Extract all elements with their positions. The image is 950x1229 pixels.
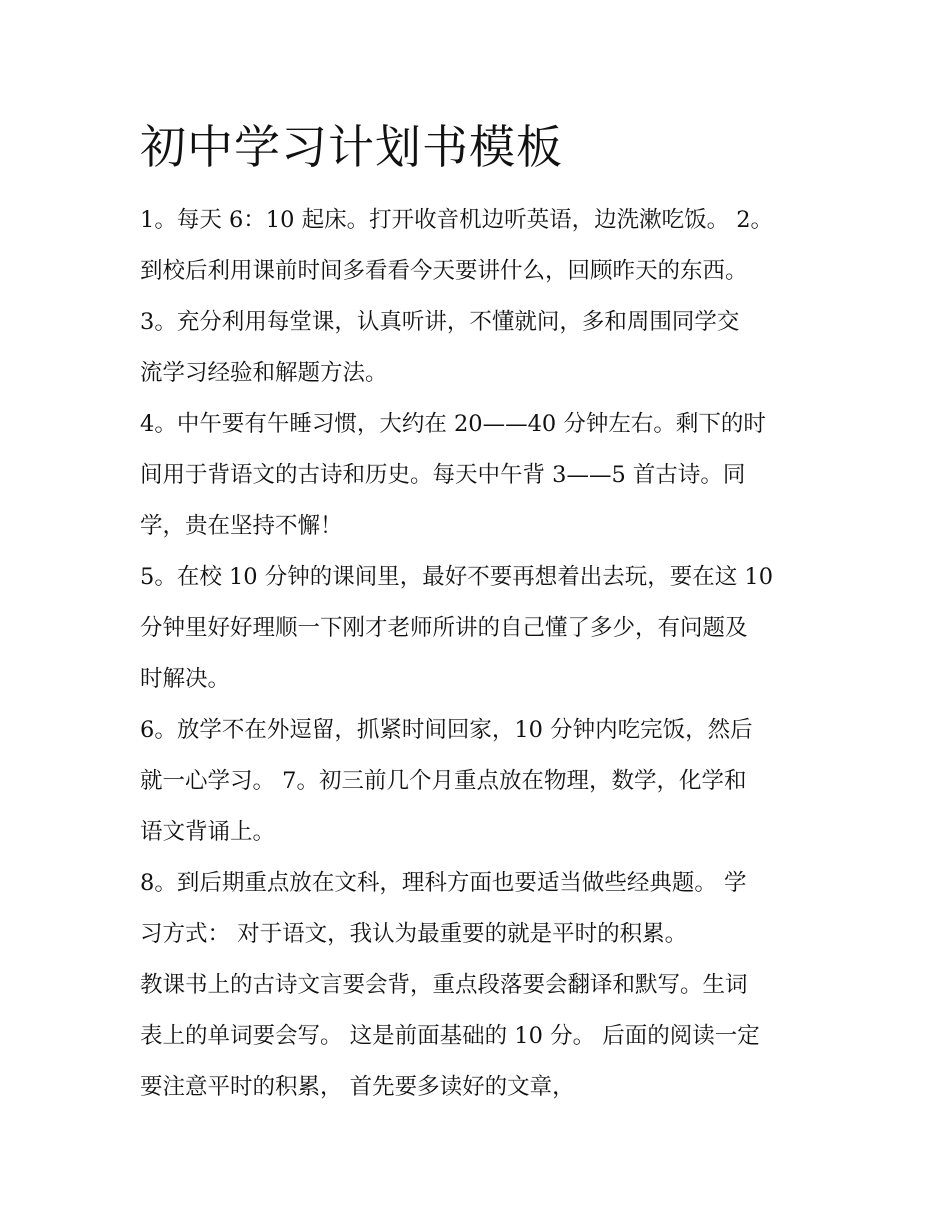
text-line: 语文背诵上。 [140,819,276,845]
text-line: 8。到后期重点放在文科，理科方面也要适当做些经典题。 学 [140,870,747,896]
text-line: 表上的单词要会写。 这是前面基础的 10 分。 后面的阅读一定 [140,1023,760,1049]
text-line: 就一心学习。 7。初三前几个月重点放在物理，数学，化学和 [140,768,747,794]
text-line: 教课书上的古诗文言要会背，重点段落要会翻译和默写。生词 [140,972,748,998]
text-line: 时解决。 [140,666,231,692]
text-line: 流学习经验和解题方法。 [140,360,388,386]
text-line: 学，贵在坚持不懈！ [140,513,343,539]
text-line: 习方式： 对于语文，我认为最重要的就是平时的积累。 [140,921,688,947]
page-title: 初中学习计划书模板 [140,120,563,174]
document-body [140,195,830,1113]
text-line: 5。在校 10 分钟的课间里，最好不要再想着出去玩，要在这 10 [140,564,774,590]
text-line: 3。充分利用每堂课，认真听讲，不懂就问，多和周围同学交 [140,309,740,335]
text-line: 6。放学不在外逗留，抓紧时间回家，10 分钟内吃完饭，然后 [140,717,753,743]
text-line: 间用于背语文的古诗和历史。每天中午背 3——5 首古诗。同 [140,462,746,488]
text-line: 到校后利用课前时间多看看今天要讲什么，回顾昨天的东西。 [140,258,748,284]
text-line: 4。中午要有午睡习惯，大约在 20——40 分钟左右。剩下的时 [140,411,766,437]
text-line: 1。每天 6：10 起床。打开收音机边听英语，边洗漱吃饭。 2。 [140,207,774,233]
text-line: 分钟里好好理顺一下刚才老师所讲的自己懂了多少，有问题及 [140,615,748,641]
text-line: 要注意平时的积累， 首先要多读好的文章， [140,1074,575,1100]
